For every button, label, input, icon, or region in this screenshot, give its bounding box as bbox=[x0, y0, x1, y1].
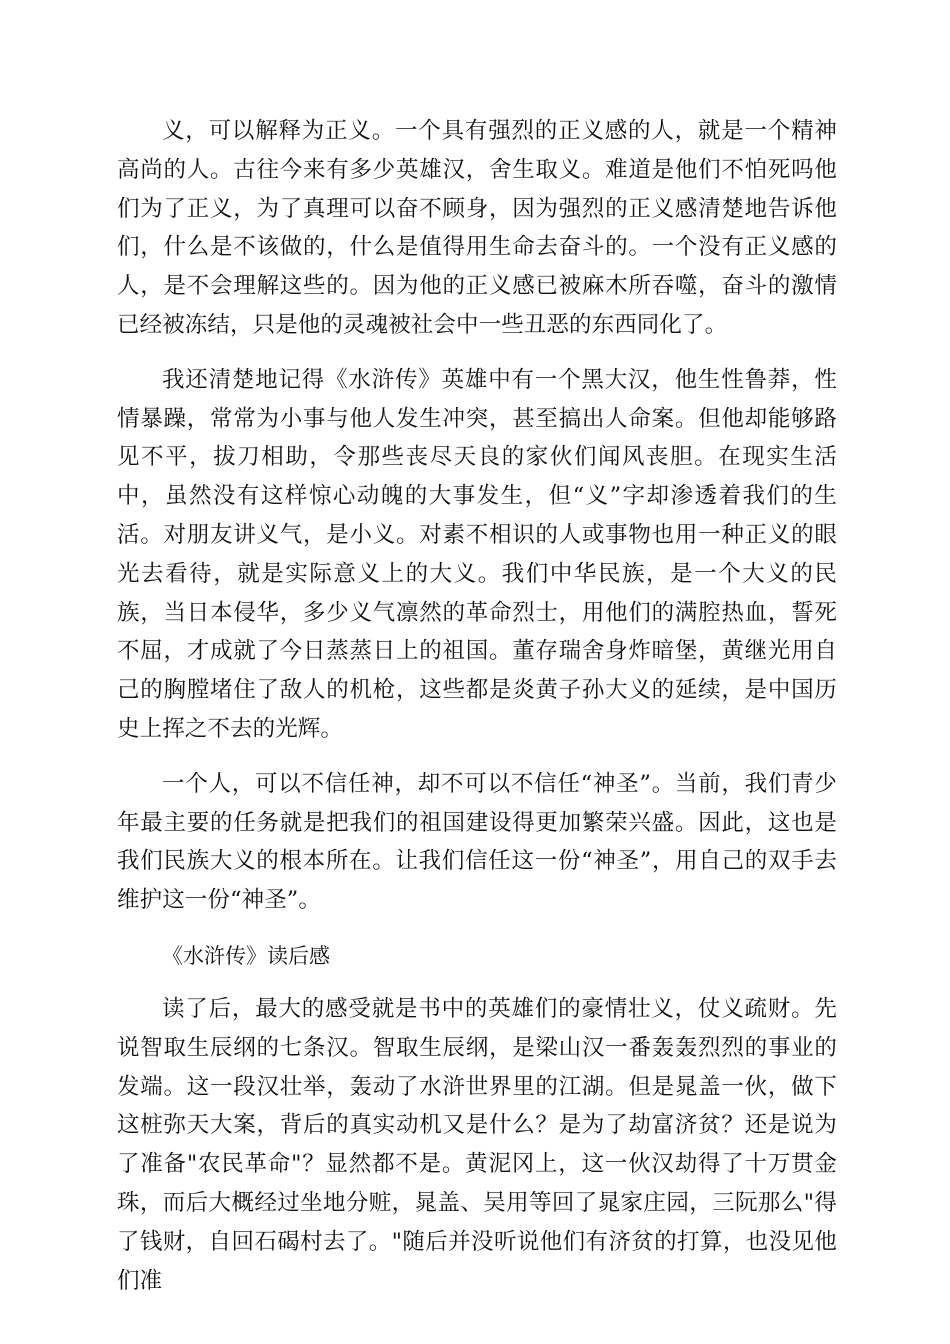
paragraph-3: 一个人，可以不信任神，却不可以不信任“神圣”。当前，我们青少年最主要的任务就是把我们的祖国建设得更加繁荣兴盛。因此，这也是我们民族大义的根本所在。让我们信任这一份“神圣”，用自己的双手去维护这一份“神圣”。 bbox=[117, 770, 837, 914]
paragraph-4: 读了后，最大的感受就是书中的英雄们的豪情壮义，仗义疏财。先说智取生辰纲的七条汉。智取生辰纲，是梁山汉一番轰轰烈烈的事业的发端。这一段汉壮举，轰动了水浒世界里的江湖。但是晁盖一伙，做下这桩弥天大案，背后的真实动机又是什么？是为了劫富济贫？还是说为了准备"农民革命"？显然都不是。黄泥冈上，这一伙汉劫得了十万贯金珠，而后大概经过坐地分赃，晁盖、吴用等回了晁家庄园，三阮那么"得了钱财，自回石碣村去了。"随后并没听说他们有济贫的打算，也没见他们准 bbox=[117, 995, 837, 1294]
section-heading: 《水浒传》读后感 bbox=[162, 943, 330, 968]
paragraph-2: 我还清楚地记得《水浒传》英雄中有一个黑大汉，他生性鲁莽，性情暴躁，常常为小事与他人发生冲突，甚至搞出人命案。但他却能够路见不平，拔刀相助，令那些丧尽天良的家伙们闻风丧胆。在现实生活中，虽然没有这样惊心动魄的大事发生，但“义”字却渗透着我们的生活。对朋友讲义气，是小义。对素不相识的人或事物也用一种正义的眼光去看待，就是实际意义上的大义。我们中华民族，是一个大义的民族，当日本侵华，多少义气凛然的革命烈士，用他们的满腔热血，誓死不屈，才成就了今日蒸蒸日上的祖国。董存瑞舍身炸暗堡，黄继光用自己的胸膛堵住了敌人的机枪，这些都是炎黄子孙大义的延续，是中国历史上挥之不去的光辉。 bbox=[117, 366, 837, 742]
document-body bbox=[117, 112, 837, 1300]
paragraph-1: 义，可以解释为正义。一个具有强烈的正义感的人，就是一个精神高尚的人。古往今来有多少英雄汉，舍生取义。难道是他们不怕死吗他们为了正义，为了真理可以奋不顾身，因为强烈的正义感清楚地告诉他们，什么是不该做的，什么是值得用生命去奋斗的。一个没有正义感的人，是不会理解这些的。因为他的正义感已被麻木所吞噬，奋斗的激情已经被冻结，只是他的灵魂被社会中一些丑恶的东西同化了。 bbox=[117, 118, 837, 338]
